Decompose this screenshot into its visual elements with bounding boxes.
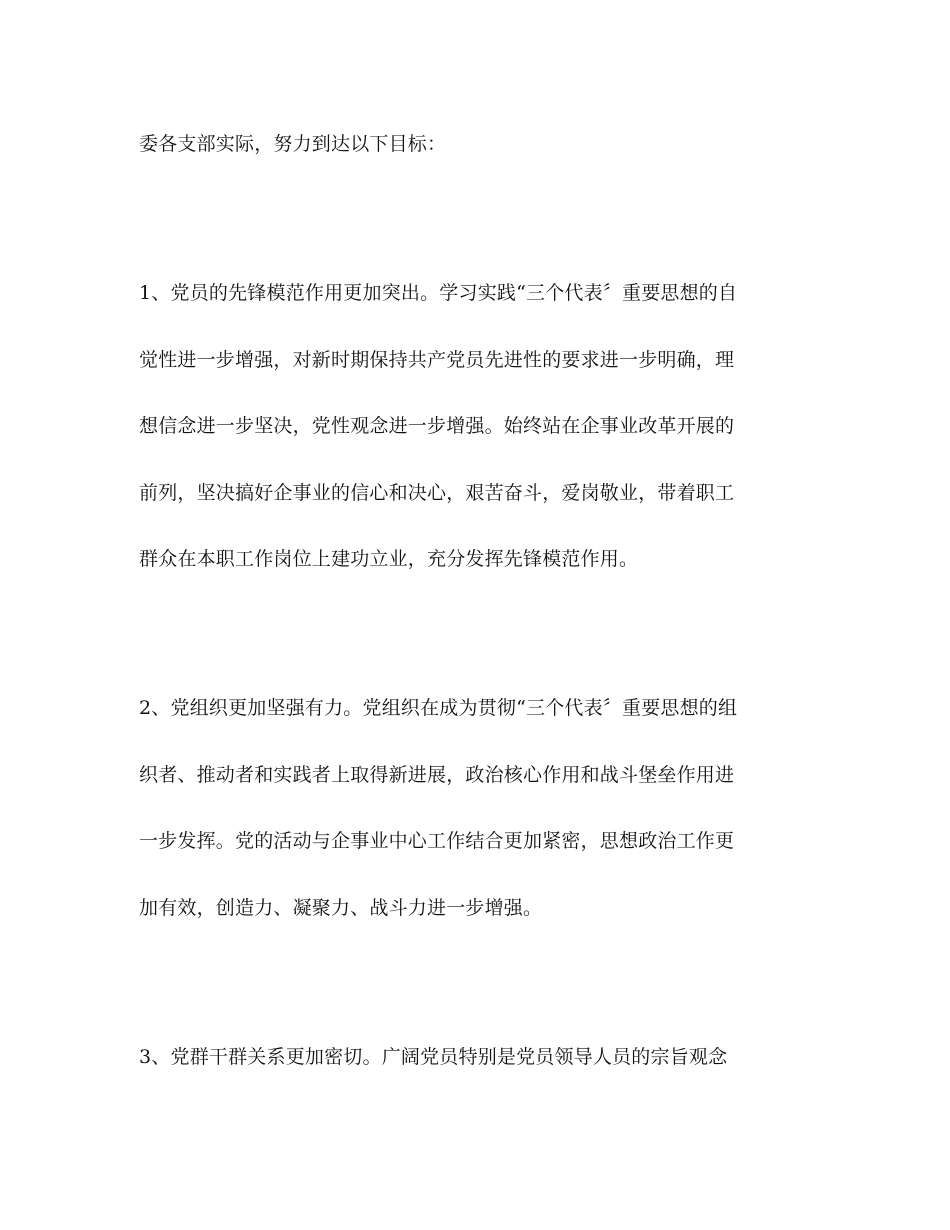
item-1-line-4: 前列，坚决搞好企事业的信心和决心，艰苦奋斗，爱岗敬业，带着职工: [139, 482, 735, 504]
item-1-line-2: 觉性进一步增强，对新时期保持共产党员先进性的要求进一步明确，理: [139, 349, 735, 371]
item-1-line-3: 想信念进一步坚决，党性观念进一步增强。始终站在企事业改革开展的: [139, 415, 735, 437]
intro-line: 委各支部实际，努力到达以下目标：: [139, 133, 447, 155]
item-2-line-3: 一步发挥。党的活动与企事业中心工作结合更加紧密，思想政治工作更: [139, 830, 735, 852]
item-2-line-4: 加有效，创造力、凝聚力、战斗力进一步增强。: [139, 897, 543, 919]
item-2-line-2: 织者、推动者和实践者上取得新进展，政治核心作用和战斗堡垒作用进: [139, 764, 735, 786]
item-3-line-1: 3、党群干群关系更加密切。广阔党员特别是党员领导人员的宗旨观念: [139, 1046, 728, 1068]
item-1-line-5: 群众在本职工作岗位上建功立业，充分发挥先锋模范作用。: [139, 548, 639, 570]
item-2-line-1: 2、党组织更加坚强有力。党组织在成为贯彻“三个代表〞重要思想的组: [139, 697, 738, 719]
item-1-line-1: 1、党员的先锋模范作用更加突出。学习实践“三个代表〞重要思想的自: [139, 282, 738, 304]
